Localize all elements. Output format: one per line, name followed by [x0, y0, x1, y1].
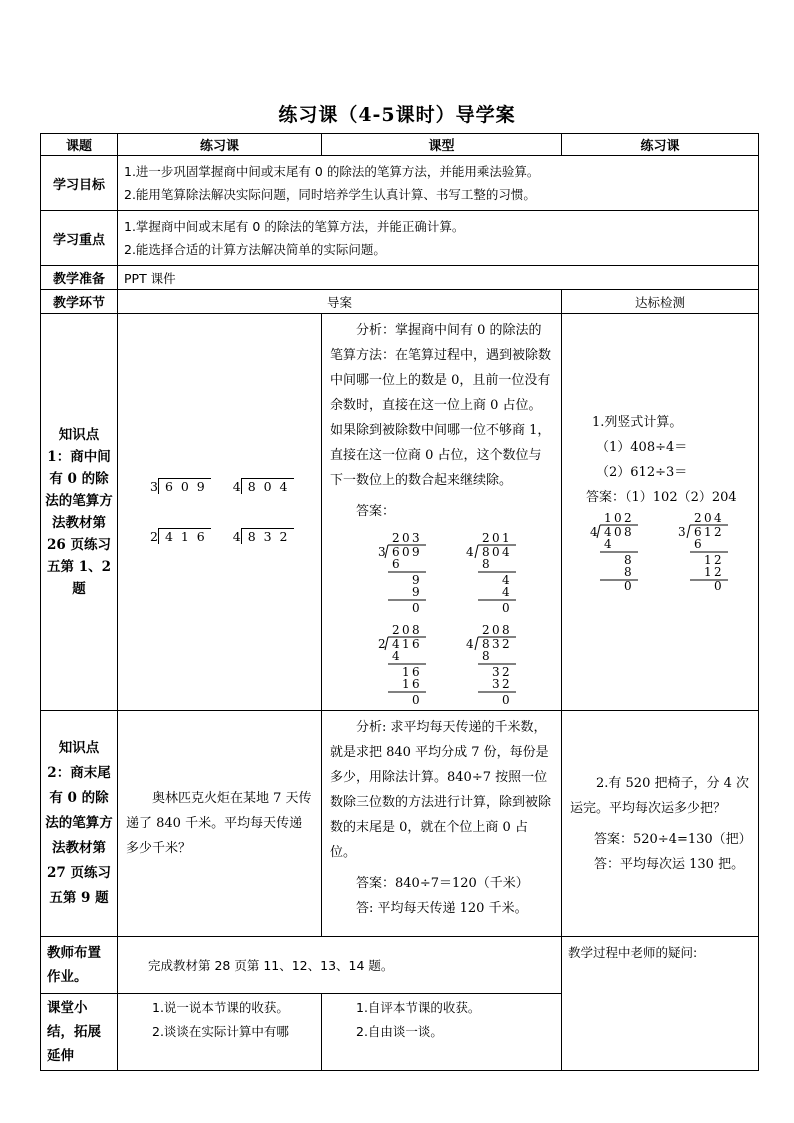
division-bracket: 4 8 0 4 [233, 462, 294, 512]
page-title: 练习课（4-5课时）导学案 [278, 104, 516, 126]
svg-text:6: 6 [694, 525, 702, 539]
svg-text:6: 6 [694, 537, 702, 551]
svg-text:8: 8 [624, 565, 632, 579]
key-item: 2.能选择合适的计算方法解决简单的实际问题。 [124, 242, 386, 257]
svg-text:1: 1 [502, 531, 510, 545]
svg-text:2: 2 [392, 623, 400, 637]
k1-label: 知识点 1：商中间有 0 的除法的笔算方法教材第 26 页练习五第 1、2 题 [45, 427, 113, 597]
svg-text:3: 3 [412, 531, 420, 545]
svg-text:4: 4 [502, 573, 510, 587]
svg-text:8: 8 [482, 637, 490, 651]
k2-check-reply: 答：平均每次运 130 把。 [594, 856, 745, 872]
svg-text:6: 6 [392, 545, 400, 559]
svg-text:4: 4 [502, 545, 510, 559]
prep-value: PPT 课件 [118, 266, 759, 290]
key-item: 1.掌握商中间或末尾有 0 的除法的笔算方法，并能正确计算。 [124, 219, 465, 234]
svg-text:0: 0 [502, 693, 510, 707]
svg-text:6: 6 [412, 665, 420, 679]
header-label-topic: 课题 [41, 134, 118, 156]
k2-problem-cell [118, 711, 322, 937]
division-bracket: 3 6 0 9 [150, 462, 211, 512]
svg-text:8: 8 [624, 553, 632, 567]
k2-analysis: 分析: 求平均每天传递的千米数，就是求把 840 平均分成 7 份，每份是多少，用除法计算。840÷7 按照一位数除三位数的方法进行计算，除到被除数的末尾是 0，就在个位上商 0 占位。 [330, 720, 552, 860]
summary-item: 1.说一说本节课的收获。 [152, 1000, 289, 1015]
summary-student [118, 994, 322, 1071]
svg-text:2: 2 [502, 637, 510, 651]
header-type-value: 练习课 [562, 134, 759, 156]
svg-text:0: 0 [402, 531, 410, 545]
svg-text:8: 8 [482, 545, 490, 559]
svg-text:6: 6 [412, 637, 420, 651]
goal-item: 1.进一步巩固掌握商中间或末尾有 0 的除法的笔算方法，并能用乘法验算。 [124, 164, 540, 179]
k2-answer: 答案：840÷7＝120（千米） [356, 876, 529, 891]
svg-text:2: 2 [502, 665, 510, 679]
long-division-figures [378, 530, 578, 710]
k1-answer-label: 答案： [356, 504, 396, 519]
k1-check-q1: （1）408÷4＝ [596, 440, 688, 455]
goals-content [118, 156, 759, 211]
svg-text:3: 3 [492, 677, 500, 691]
k2-check-cell [562, 711, 759, 937]
lesson-plan-table [40, 133, 759, 1071]
svg-text:4: 4 [392, 637, 400, 651]
k2-problem: 奥林匹克火炬在某地 7 天传递了 840 千米。平均每天传递多少千米？ [126, 791, 312, 856]
summary-item: 2.自由谈一谈。 [356, 1024, 443, 1039]
division-bracket: 2 4 1 6 [150, 512, 211, 562]
k2-check-answer: 答案：520÷4=130（把） [594, 831, 752, 847]
summary-label-cell [41, 994, 118, 1071]
guide-header: 导案 [118, 290, 562, 314]
svg-text:2: 2 [714, 565, 722, 579]
svg-text:0: 0 [502, 601, 510, 615]
svg-text:0: 0 [492, 545, 500, 559]
k2-label: 知识点 2：商末尾有 0 的除法的笔算方法教材第 27 页练习五第 9 题 [45, 740, 113, 906]
key-content [118, 211, 759, 266]
svg-text:4: 4 [466, 545, 474, 559]
svg-text:4: 4 [604, 525, 612, 539]
k1-exercises-cell [118, 314, 322, 711]
svg-text:1: 1 [704, 553, 712, 567]
key-label: 学习重点 [41, 211, 118, 266]
teacher-questions: 教学过程中老师的疑问: [562, 937, 759, 1071]
svg-text:3: 3 [492, 665, 500, 679]
goal-item: 2.能用笔算除法解决实际问题，同时培养学生认真计算、书写工整的习惯。 [124, 187, 536, 202]
svg-text:2: 2 [694, 511, 702, 525]
summary-label: 课堂小结，拓展延伸 [47, 1000, 101, 1064]
summary-item: 1.自评本节课的收获。 [356, 1000, 481, 1015]
svg-text:2: 2 [714, 553, 722, 567]
svg-text:8: 8 [412, 623, 420, 637]
svg-text:4: 4 [604, 537, 612, 551]
svg-text:0: 0 [614, 525, 622, 539]
k2-label-cell [41, 711, 118, 937]
stage-label: 教学环节 [41, 290, 118, 314]
k2-analysis-cell [322, 711, 562, 937]
svg-text:2: 2 [482, 531, 490, 545]
division-bracket: 4 8 3 2 [233, 512, 294, 562]
k1-check-answer: 答案：（1）102（2）204 [586, 490, 737, 505]
homework-label: 教师布置作业。 [47, 945, 101, 985]
header-topic-value: 练习课 [118, 134, 322, 156]
svg-text:2: 2 [378, 637, 386, 651]
svg-text:8: 8 [482, 649, 490, 663]
header-label-type: 课型 [322, 134, 562, 156]
svg-text:8: 8 [482, 557, 490, 571]
goals-label: 学习目标 [41, 156, 118, 211]
svg-text:1: 1 [704, 525, 712, 539]
svg-text:1: 1 [402, 677, 410, 691]
svg-text:2: 2 [624, 511, 632, 525]
svg-text:0: 0 [412, 693, 420, 707]
check-header: 达标检测 [562, 290, 759, 314]
check-long-divisions [590, 510, 760, 590]
svg-text:9: 9 [412, 585, 420, 599]
svg-text:0: 0 [492, 623, 500, 637]
k1-check-cell [562, 314, 759, 711]
svg-text:1: 1 [402, 665, 410, 679]
svg-text:0: 0 [402, 545, 410, 559]
svg-text:1: 1 [402, 637, 410, 651]
svg-text:4: 4 [714, 511, 722, 525]
svg-text:4: 4 [502, 585, 510, 599]
svg-text:1: 1 [604, 511, 612, 525]
svg-text:2: 2 [502, 677, 510, 691]
k2-check: 2.有 520 把椅子，分 4 次运完。平均每次运多少把？ [570, 775, 750, 816]
svg-text:2: 2 [714, 525, 722, 539]
summary-item: 2.谈谈在实际计算中有哪 [152, 1024, 289, 1039]
svg-text:0: 0 [714, 579, 722, 590]
k1-answer-divisions [322, 530, 561, 710]
svg-text:3: 3 [492, 637, 500, 651]
k1-analysis: 分析：掌握商中间有 0 的除法的笔算方法：在笔算过程中，遇到被除数中间哪一位上的数是 0，且前一位没有余数时，直接在这一位上商 0 占位。如果除到被除数中间哪一位不够商 1，直接在这一位商 0 占位，这个数位与下一数位上的数合起来继续除。 [330, 323, 552, 488]
svg-text:9: 9 [412, 573, 420, 587]
summary-self [322, 994, 562, 1071]
svg-text:4: 4 [466, 637, 474, 651]
svg-text:0: 0 [614, 511, 622, 525]
k1-check-q2: （2）612÷3＝ [596, 465, 688, 480]
svg-text:3: 3 [678, 525, 686, 539]
quotient-digits: 2 [392, 531, 400, 545]
svg-text:4: 4 [392, 649, 400, 663]
svg-text:0: 0 [492, 531, 500, 545]
k2-reply: 答: 平均每天传递 120 千米。 [356, 901, 528, 916]
svg-text:0: 0 [624, 579, 632, 590]
svg-text:4: 4 [590, 525, 598, 539]
k1-check-title: 1.列竖式计算。 [592, 415, 683, 430]
k1-label-cell [41, 314, 118, 711]
homework-label-cell [41, 937, 118, 994]
homework-text: 完成教材第 28 页第 11、12、13、14 题。 [118, 937, 562, 994]
svg-text:6: 6 [392, 557, 400, 571]
svg-text:0: 0 [402, 623, 410, 637]
svg-text:6: 6 [412, 677, 420, 691]
svg-text:9: 9 [412, 545, 420, 559]
svg-text:3: 3 [378, 545, 386, 559]
svg-text:2: 2 [482, 623, 490, 637]
prep-label: 教学准备 [41, 266, 118, 290]
svg-text:0: 0 [412, 601, 420, 615]
svg-text:8: 8 [624, 525, 632, 539]
svg-text:1: 1 [704, 565, 712, 579]
k1-analysis-cell [322, 314, 562, 711]
svg-text:0: 0 [704, 511, 712, 525]
svg-text:8: 8 [502, 623, 510, 637]
